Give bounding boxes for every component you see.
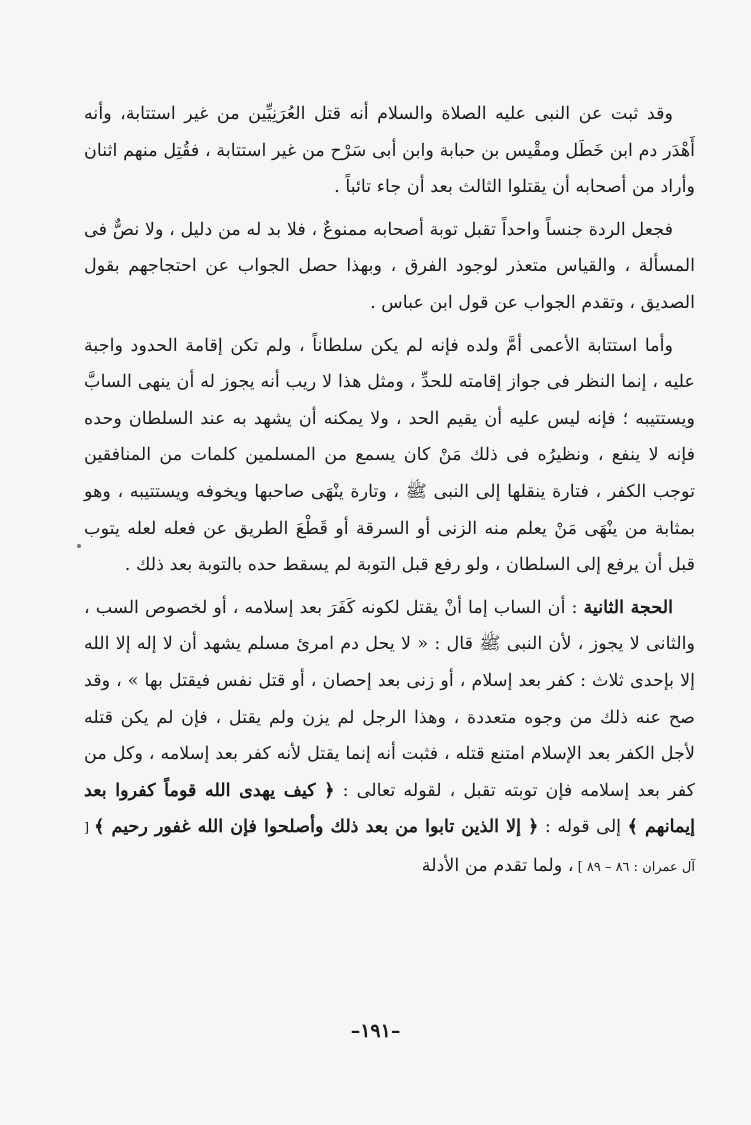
paragraph-3: وأما استتابة الأعمى أمَّ ولده فإنه لم يكن سلطاناً ، ولم تكن إقامة الحدود واجبة عليه ، إنما النظر فى جواز إقامته للحدِّ ، ومثل هذا لا ريب أنه يجوز له أن ينهى السابَّ ويستتيبه ؛ فإنه ليس عليه أن يقيم الحد ، ولا يمكنه أن يشهد به عند السلطان وحده فإنه لا ينفع ، ونظيرُه فى ذلك مَنْ كان يسمع من المسلمين كلمات من المنافقين توجب الكفر ، فتارة ينقلها إلى النبى ﷺ ، وتارة ينْهَى صاحبها ويخوفه ويستتيبه ، وهو بمثابة من ينْهَى مَنْ يعلم منه الزنى أو السرقة أو قَطْعَ الطريق عن فعله لعله يتوب قبل أن يرفع إلى السلطان ، ولو رفع قبل التوبة لم يسقط حده بالتوبة بعد ذلك . <box>84 335 695 576</box>
paragraph-4-text-2: إلى قوله : <box>538 817 628 838</box>
paragraph-1: وقد ثبت عن النبى عليه الصلاة والسلام أنه قتل العُرَنِيِّين من غير استتابة، وأنه أَهْدَر دم ابن خَطَل ومقْيس بن حبابة وابن أبى سَرْح من غير استتابة ، فقُتِل منهم اثنان وأراد من أصحابه أن يقتلوا الثالث بعد أن جاء تائباً . <box>84 104 695 198</box>
verse-reference: [ آل عمران : ٨٦ – ٨٩ ] <box>84 821 695 875</box>
scan-speck <box>77 544 81 548</box>
page-number: –١٩١– <box>350 1020 401 1042</box>
paragraph-4 <box>84 590 695 887</box>
paragraph-4-text-1: : أن الساب إما أنْ يقتل لكونه كَفَرَ بعد إسلامه ، أو لخصوص السب ، والثانى لا يجوز ، لأن النبى ﷺ قال : « لا يحل دم امرئ مسلم يشهد أن لا إله إلا الله إلا بإحدى ثلاث : كفر بعد إسلام ، أو زنى بعد إحصان ، أو قتل نفس فيقتل بها » ، وقد صح عنه ذلك من وجوه متعددة ، وهذا الرجل لم يزن ولم يقتل ، فإن لم يكن قتله لأجل الكفر بعد الإسلام امتنع قتله ، فثبت أنه إنما يقتل لأنه كفر بعد إسلامه ، وكل من كفر بعد إسلامه فإن توبته تقبل ، لقوله تعالى : <box>84 597 695 801</box>
quran-verse-1: ﴿ كيف يهدى الله قوماً كفروا بعد إيمانهم ﴾ <box>84 779 695 838</box>
page-body <box>84 96 695 892</box>
section-heading: الحجة الثانية <box>583 596 674 618</box>
paragraph-2: فجعل الردة جنساً واحداً تقبل توبة أصحابه ممنوعٌ ، فلا بد له من دليل ، ولا نصٌّ فى المسألة ، والقياس متعذر لوجود الفرق ، وبهذا حصل الجواب عن احتجاجهم بقول الصديق ، وتقدم الجواب عن قول ابن عباس . <box>84 219 695 313</box>
paragraph-4-text-3: ، ولما تقدم من الأدلة <box>421 855 574 876</box>
quran-verse-2: ﴿ إلا الذين تابوا من بعد ذلك وأصلحوا فإن الله غفور رحيم ﴾ <box>94 816 539 838</box>
